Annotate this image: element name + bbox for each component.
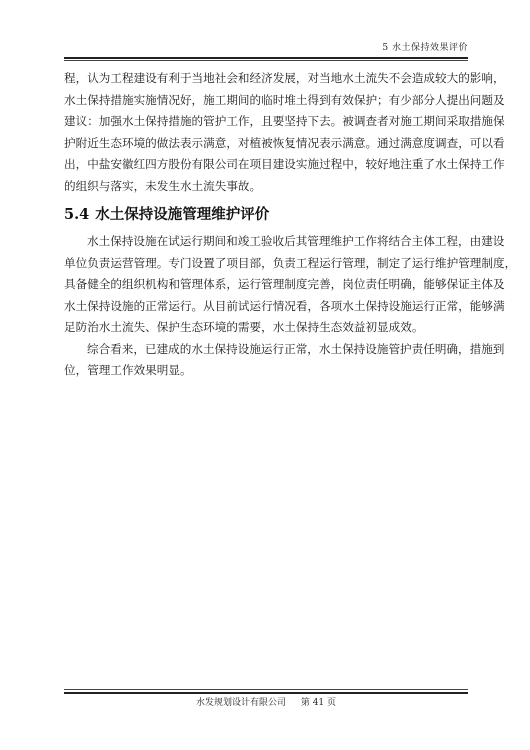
text-line: 程，认为工程建设有利于当地社会和经济发展，对当地水土流失不会造成较大的影响，: [64, 71, 505, 85]
intro-paragraph: [64, 68, 505, 197]
header-rule: [64, 57, 468, 59]
body-content: [64, 68, 517, 382]
text-line: 水土保持措施实施情况好，施工期间的临时堆土得到有效保护；有少部分人提出问题及: [64, 92, 505, 107]
section-number: 5.4: [64, 206, 90, 223]
footer-rule-secondary: [64, 689, 468, 690]
text-line: 护附近生态环境的做法表示满意，对植被恢复情况表示满意。通过满意度调查，可以看: [64, 135, 505, 150]
text-line: 具备健全的组织机构和管理体系，运行管理制度完善，岗位责任明确，能够保证主体及: [64, 277, 505, 291]
section-heading: [64, 203, 468, 227]
text-line: 建议：加强水土保持措施的管护工作，且要坚持下去。被调查者对施工期间采取措施保: [64, 114, 505, 128]
header-rule-secondary: [64, 60, 468, 61]
text-line: 足防治水土流失、保护生态环境的需要，水土保持生态效益初显成效。: [64, 320, 424, 334]
text-line: 水土保持设施在试运行期间和竣工验收后其管理维护工作将结合主体工程，由建设: [87, 234, 505, 248]
paragraph-conclusion: [64, 339, 505, 382]
text-line: 位，管理工作效果明显。: [64, 363, 192, 377]
page-footer: [64, 697, 468, 709]
running-header: 5 水土保持效果评价: [382, 43, 468, 53]
paragraph-management: [64, 231, 517, 339]
text-line: 综合看来，已建成的水土保持设施运行正常，水土保持设施管护责任明确，措施到: [87, 341, 505, 356]
text-line: 的组织与落实，未发生水土流失事故。: [64, 178, 262, 193]
footer-company: 水发规划设计有限公司: [195, 698, 286, 708]
section-title: 水土保持设施管理维护评价: [95, 207, 270, 223]
text-line: 水土保持设施的正常运行。从目前试运行情况看，各项水土保持设施运行正常，能够满: [64, 298, 505, 313]
text-line: 出，中盐安徽红四方股份有限公司在项目建设实施过程中，较好地注重了水土保持工作: [64, 157, 505, 171]
text-line: 单位负责运营管理。专门设置了项目部，负责工程运行管理，制定了运行维护管理制度，: [64, 255, 517, 270]
footer-rule: [64, 692, 468, 694]
page-number: 第 41 页: [300, 698, 337, 708]
